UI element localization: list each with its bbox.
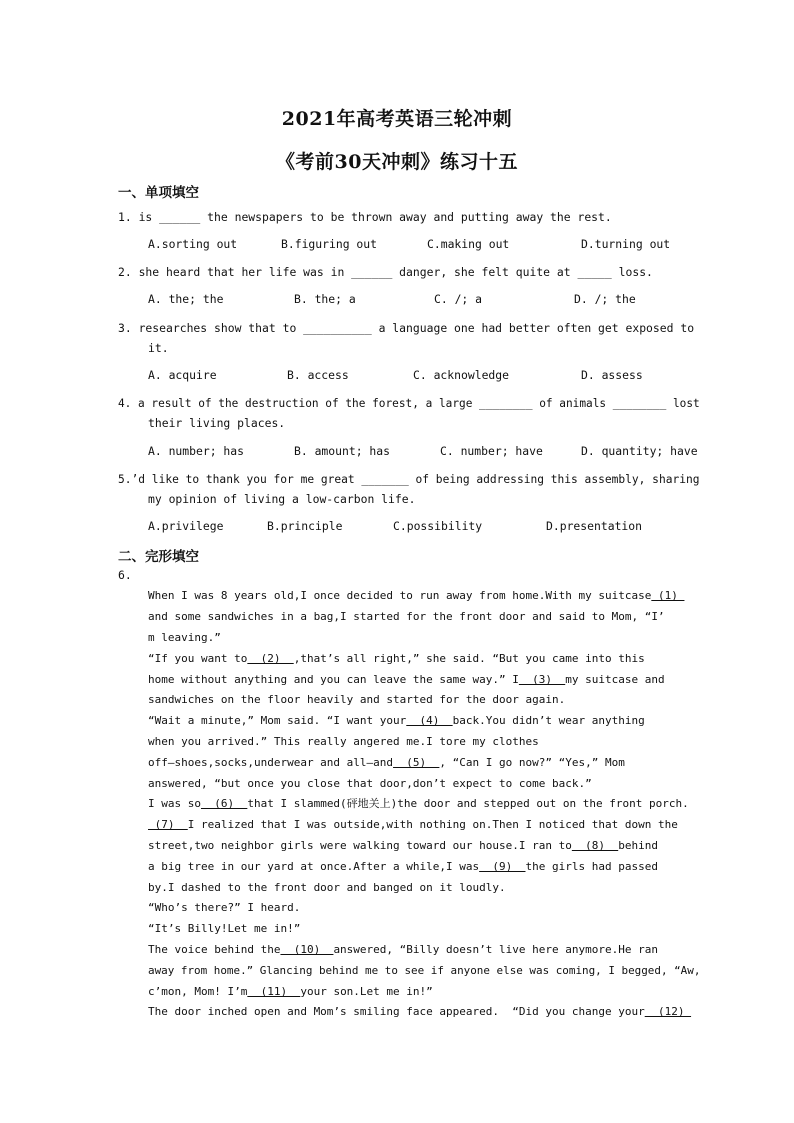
question-4-text: 4. a result of the destruction of the forest, a large ________ of animals ________ lost [118,396,700,410]
cloze-blank: (5) [393,756,440,769]
cloze-blank: (8) [571,839,619,852]
question-1-option-a: A.sorting out [148,237,238,251]
passage-line: a big tree in our yard at once.After a while,I was (9) the girls had passed [148,860,658,873]
cloze-blank: (10) [280,943,334,956]
question-5-option-d: D.presentation [546,519,643,533]
cloze-blank: (12) [644,1005,692,1018]
passage-line: and some sandwiches in a bag,I started for the front door and said to Mom, “I’ [148,610,665,623]
passage-line: “It’s Billy!Let me in!” [148,922,301,935]
passage-line: (7) I realized that I was outside,with nothing on.Then I noticed that down the [148,818,678,831]
question-3-option-c: C. acknowledge [413,368,510,382]
passage-line: “If you want to (2) ,that’s all right,” she said. “But you came into this [148,652,645,665]
passage-line: m leaving.” [148,631,221,644]
question-2-option-d: D. /; the [574,292,636,306]
passage-line: off—shoes,socks,underwear and all—and (5) , “Can I go now?” “Yes,” Mom [148,756,625,769]
question-2-option-a: A. the; the [148,292,224,306]
passage-line: by.I dashed to the front door and banged on it loudly. [148,881,506,894]
passage-line: when you arrived.” This really angered me.I tore my clothes [148,735,539,748]
question-3-option-b: B. access [287,368,349,382]
cloze-blank: (7) [148,818,188,831]
question-1-text: 1. is ______ the newspapers to be thrown away and putting away the rest. [118,210,612,224]
cloze-blank: (4) [406,714,453,727]
passage-line: “Who’s there?” I heard. [148,901,301,914]
passage-line: street,two neighbor girls were walking toward our house.I ran to (8) behind [148,839,658,852]
question-4-option-a: A. number; has [148,444,245,458]
question-3-option-d: D. assess [581,368,643,382]
cloze-blank: (6) [200,797,248,810]
question-5-option-c: C.possibility [393,519,483,533]
question-1-option-b: B.figuring out [281,237,378,251]
question-3-option-a: A. acquire [148,368,217,382]
cloze-blank: (2) [247,652,294,665]
cloze-blank: (11) [247,985,301,998]
question-4-text-cont: their living places. [148,416,286,430]
passage-line: When I was 8 years old,I once decided to run away from home.With my suitcase (1) [148,589,685,602]
question-1-option-d: D.turning out [581,237,671,251]
question-5-text-cont: my opinion of living a low-carbon life. [148,492,416,506]
question-4-option-d: D. quantity; have [581,444,698,458]
question-5-text: 5.’d like to thank you for me great _______ of being addressing this assembly, sharing [118,472,700,486]
question-5-option-b: B.principle [267,519,343,533]
page-subtitle: 《考前30天冲刺》练习十五 [276,151,518,173]
passage-line: The door inched open and Mom’s smiling face appeared. “Did you change your (12) [148,1005,692,1018]
passage-line: I was so (6) that I slammed(砰地关上)the door and stepped out on the front porch. [148,797,689,810]
section-heading-cloze: 二、完形填空 [118,549,199,565]
cloze-blank: (1) [651,589,685,602]
section-heading-single-choice: 一、单项填空 [118,185,199,201]
passage-line: The voice behind the (10) answered, “Billy doesn’t live here anymore.He ran [148,943,658,956]
question-2-option-b: B. the; a [294,292,356,306]
cloze-blank: (3) [518,673,566,686]
question-4-option-b: B. amount; has [294,444,391,458]
question-3-text: 3. researches show that to __________ a language one had better often get exposed to [118,321,695,335]
passage-line: answered, “but once you close that door,don’t expect to come back.” [148,777,592,790]
passage-line: c’mon, Mom! I’m (11) your son.Let me in!” [148,985,433,998]
question-1-option-c: C.making out [427,237,510,251]
page-title: 2021年高考英语三轮冲刺 [281,108,513,130]
passage-line: away from home.” Glancing behind me to see if anyone else was coming, I begged, “Aw, [148,964,701,977]
passage-line: sandwiches on the floor heavily and started for the door again. [148,693,566,706]
question-4-option-c: C. number; have [440,444,543,458]
question-2-option-c: C. /; a [434,292,483,306]
cloze-number: 6. [118,568,132,582]
passage-line: “Wait a minute,” Mom said. “I want your (4) back.You didn’t wear anything [148,714,645,727]
cloze-blank: (9) [479,860,526,873]
question-3-text-cont: it. [148,341,169,355]
passage-line: home without anything and you can leave the same way.” I (3) my suitcase and [148,673,665,686]
question-2-text: 2. she heard that her life was in ______ danger, she felt quite at _____ loss. [118,265,653,279]
question-5-option-a: A.privilege [148,519,224,533]
